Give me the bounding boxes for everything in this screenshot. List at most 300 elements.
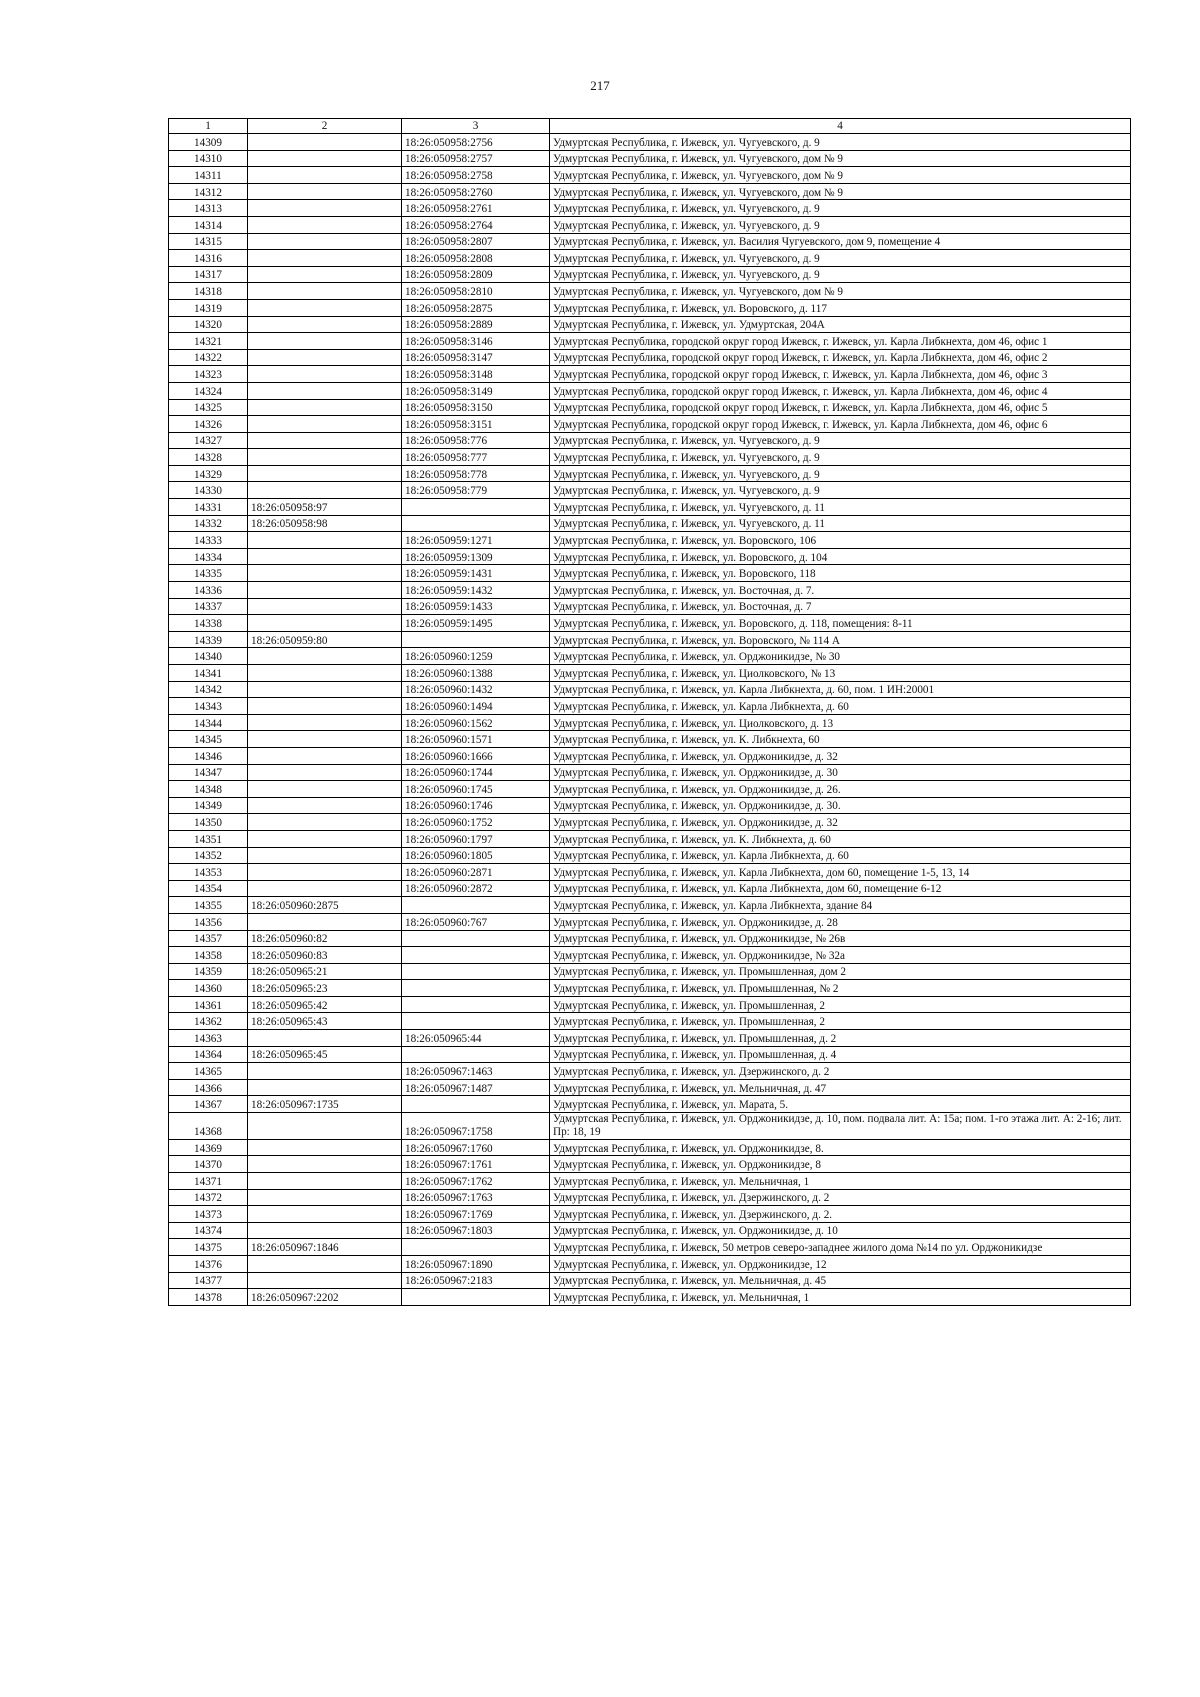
cadastral-number-cell — [248, 1172, 402, 1189]
cadastral-number-cell: 18:26:050965:42 — [248, 996, 402, 1013]
table-row — [169, 250, 1131, 267]
cadastral-number-alt-cell: 18:26:050958:3151 — [402, 416, 550, 433]
cadastral-number-cell — [248, 134, 402, 151]
row-number-cell: 14342 — [169, 681, 248, 698]
table-row — [169, 216, 1131, 233]
address-cell: Удмуртская Республика, г. Ижевск, ул. Чугуевского, д. 9 — [550, 250, 1131, 267]
cadastral-number-cell: 18:26:050958:97 — [248, 499, 402, 516]
address-cell: Удмуртская Республика, г. Ижевск, ул. Удмуртская, 204А — [550, 316, 1131, 333]
address-cell: Удмуртская Республика, г. Ижевск, ул. Промышленная, 2 — [550, 1013, 1131, 1030]
row-number-cell: 14375 — [169, 1239, 248, 1256]
cadastral-number-alt-cell: 18:26:050958:3148 — [402, 366, 550, 383]
table-row — [169, 1239, 1131, 1256]
table-row — [169, 565, 1131, 582]
cadastral-number-alt-cell: 18:26:050958:2756 — [402, 134, 550, 151]
table-row — [169, 432, 1131, 449]
cadastral-number-cell — [248, 731, 402, 748]
address-cell: Удмуртская Республика, г. Ижевск, ул. Чугуевского, д. 9 — [550, 200, 1131, 217]
cadastral-number-alt-cell: 18:26:050959:1309 — [402, 548, 550, 565]
row-number-cell: 14362 — [169, 1013, 248, 1030]
cadastral-number-cell — [248, 648, 402, 665]
address-cell: Удмуртская Республика, г. Ижевск, ул. Чугуевского, дом № 9 — [550, 150, 1131, 167]
table-row — [169, 880, 1131, 897]
cadastral-number-cell: 18:26:050965:45 — [248, 1046, 402, 1063]
address-cell: Удмуртская Республика, г. Ижевск, 50 метров северо-западнее жилого дома №14 по ул. Орджоникидзе — [550, 1239, 1131, 1256]
table-row — [169, 183, 1131, 200]
cadastral-number-cell — [248, 1063, 402, 1080]
page-number: 217 — [590, 78, 610, 93]
cadastral-number-cell — [248, 316, 402, 333]
address-cell: Удмуртская Республика, г. Ижевск, ул. Циолковского, д. 13 — [550, 714, 1131, 731]
table-row — [169, 134, 1131, 151]
table-row — [169, 167, 1131, 184]
cadastral-number-alt-cell: 18:26:050958:2810 — [402, 283, 550, 300]
row-number-cell: 14337 — [169, 598, 248, 615]
address-cell: Удмуртская Республика, городской округ город Ижевск, г. Ижевск, ул. Карла Либкнехта, дом 46, офис 4 — [550, 382, 1131, 399]
table-row — [169, 1156, 1131, 1173]
table-row — [169, 266, 1131, 283]
cadastral-number-cell — [248, 681, 402, 698]
table-row — [169, 316, 1131, 333]
address-cell: Удмуртская Республика, г. Ижевск, ул. Орджоникидзе, 8. — [550, 1139, 1131, 1156]
cadastral-number-alt-cell: 18:26:050958:2764 — [402, 216, 550, 233]
table-row — [169, 333, 1131, 350]
row-number-cell: 14368 — [169, 1113, 248, 1140]
cadastral-number-alt-cell: 18:26:050960:1805 — [402, 847, 550, 864]
address-cell: Удмуртская Республика, городской округ город Ижевск, г. Ижевск, ул. Карла Либкнехта, дом 46, офис 6 — [550, 416, 1131, 433]
cadastral-number-alt-cell — [402, 897, 550, 914]
cadastral-number-cell — [248, 864, 402, 881]
cadastral-number-cell: 18:26:050958:98 — [248, 515, 402, 532]
row-number-cell: 14316 — [169, 250, 248, 267]
cadastral-number-alt-cell: 18:26:050967:1487 — [402, 1079, 550, 1096]
cadastral-number-cell: 18:26:050967:1846 — [248, 1239, 402, 1256]
row-number-cell: 14322 — [169, 349, 248, 366]
row-number-cell: 14350 — [169, 814, 248, 831]
header-cell-4: 4 — [550, 119, 1131, 134]
cadastral-number-alt-cell: 18:26:050960:2871 — [402, 864, 550, 881]
table-row — [169, 631, 1131, 648]
row-number-cell: 14341 — [169, 665, 248, 682]
row-number-cell: 14363 — [169, 1030, 248, 1047]
cadastral-number-cell — [248, 764, 402, 781]
row-number-cell: 14320 — [169, 316, 248, 333]
cadastral-number-alt-cell: 18:26:050958:3150 — [402, 399, 550, 416]
row-number-cell: 14321 — [169, 333, 248, 350]
address-cell: Удмуртская Республика, г. Ижевск, ул. Карла Либкнехта, д. 60, пом. 1 ИН:20001 — [550, 681, 1131, 698]
address-cell: Удмуртская Республика, г. Ижевск, ул. Чугуевского, дом № 9 — [550, 183, 1131, 200]
address-cell: Удмуртская Республика, г. Ижевск, ул. Орджоникидзе, д. 10 — [550, 1222, 1131, 1239]
address-cell: Удмуртская Республика, г. Ижевск, ул. Мельничная, д. 47 — [550, 1079, 1131, 1096]
address-cell: Удмуртская Республика, городской округ город Ижевск, г. Ижевск, ул. Карла Либкнехта, дом 46, офис 2 — [550, 349, 1131, 366]
cadastral-number-cell — [248, 814, 402, 831]
cadastral-number-alt-cell: 18:26:050958:2807 — [402, 233, 550, 250]
table-row — [169, 1046, 1131, 1063]
table-row — [169, 1255, 1131, 1272]
row-number-cell: 14361 — [169, 996, 248, 1013]
row-number-cell: 14355 — [169, 897, 248, 914]
table-row — [169, 150, 1131, 167]
table-row — [169, 548, 1131, 565]
table-row — [169, 482, 1131, 499]
table-row — [169, 864, 1131, 881]
cadastral-number-cell — [248, 416, 402, 433]
table-row — [169, 731, 1131, 748]
row-number-cell: 14343 — [169, 698, 248, 715]
cadastral-number-alt-cell — [402, 980, 550, 997]
table-row — [169, 947, 1131, 964]
row-number-cell: 14352 — [169, 847, 248, 864]
row-number-cell: 14339 — [169, 631, 248, 648]
address-cell: Удмуртская Республика, г. Ижевск, ул. Чугуевского, дом № 9 — [550, 167, 1131, 184]
address-cell: Удмуртская Республика, г. Ижевск, ул. Промышленная, д. 2 — [550, 1030, 1131, 1047]
address-cell: Удмуртская Республика, г. Ижевск, ул. Орджоникидзе, д. 32 — [550, 747, 1131, 764]
address-cell: Удмуртская Республика, городской округ город Ижевск, г. Ижевск, ул. Карла Либкнехта, дом 46, офис 3 — [550, 366, 1131, 383]
cadastral-number-cell — [248, 615, 402, 632]
row-number-cell: 14313 — [169, 200, 248, 217]
cadastral-number-alt-cell: 18:26:050959:1431 — [402, 565, 550, 582]
row-number-cell: 14360 — [169, 980, 248, 997]
table-row — [169, 1139, 1131, 1156]
cadastral-number-alt-cell — [402, 996, 550, 1013]
row-number-cell: 14336 — [169, 582, 248, 599]
header-cell-2: 2 — [248, 119, 402, 134]
row-number-cell: 14312 — [169, 183, 248, 200]
cadastral-number-cell — [248, 382, 402, 399]
row-number-cell: 14318 — [169, 283, 248, 300]
cadastral-number-cell: 18:26:050959:80 — [248, 631, 402, 648]
table-row — [169, 996, 1131, 1013]
address-cell: Удмуртская Республика, г. Ижевск, ул. Орджоникидзе, д. 30. — [550, 797, 1131, 814]
address-cell: Удмуртская Республика, г. Ижевск, ул. Чугуевского, д. 11 — [550, 499, 1131, 516]
table-row — [169, 648, 1131, 665]
cadastral-number-cell — [248, 665, 402, 682]
cadastral-number-alt-cell: 18:26:050967:1890 — [402, 1255, 550, 1272]
cadastral-number-alt-cell: 18:26:050960:767 — [402, 913, 550, 930]
cadastral-number-alt-cell: 18:26:050958:2760 — [402, 183, 550, 200]
cadastral-number-cell — [248, 830, 402, 847]
table-row — [169, 830, 1131, 847]
address-cell: Удмуртская Республика, г. Ижевск, ул. Орджоникидзе, 12 — [550, 1255, 1131, 1272]
cadastral-number-alt-cell: 18:26:050959:1433 — [402, 598, 550, 615]
cadastral-number-alt-cell: 18:26:050960:1744 — [402, 764, 550, 781]
row-number-cell: 14335 — [169, 565, 248, 582]
address-cell: Удмуртская Республика, г. Ижевск, ул. Воровского, 106 — [550, 532, 1131, 549]
cadastral-number-cell — [248, 1113, 402, 1140]
table-row — [169, 781, 1131, 798]
row-number-cell: 14327 — [169, 432, 248, 449]
row-number-cell: 14364 — [169, 1046, 248, 1063]
address-cell: Удмуртская Республика, г. Ижевск, ул. Чугуевского, д. 9 — [550, 134, 1131, 151]
address-cell: Удмуртская Республика, г. Ижевск, ул. К. Либкнехта, 60 — [550, 731, 1131, 748]
cadastral-number-alt-cell: 18:26:050960:1571 — [402, 731, 550, 748]
cadastral-number-alt-cell: 18:26:050959:1432 — [402, 582, 550, 599]
cadastral-number-cell — [248, 1030, 402, 1047]
row-number-cell: 14377 — [169, 1272, 248, 1289]
cadastral-number-alt-cell: 18:26:050959:1495 — [402, 615, 550, 632]
row-number-cell: 14376 — [169, 1255, 248, 1272]
cadastral-number-alt-cell — [402, 1096, 550, 1113]
cadastral-number-alt-cell — [402, 499, 550, 516]
header-cell-3: 3 — [402, 119, 550, 134]
row-number-cell: 14346 — [169, 747, 248, 764]
cadastral-number-alt-cell: 18:26:050960:1432 — [402, 681, 550, 698]
address-cell: Удмуртская Республика, г. Ижевск, ул. Промышленная, № 2 — [550, 980, 1131, 997]
row-number-cell: 14373 — [169, 1206, 248, 1223]
address-cell: Удмуртская Республика, г. Ижевск, ул. Дзержинского, д. 2 — [550, 1063, 1131, 1080]
cadastral-number-alt-cell: 18:26:050958:2761 — [402, 200, 550, 217]
table-row — [169, 382, 1131, 399]
cadastral-number-cell — [248, 283, 402, 300]
cadastral-number-alt-cell: 18:26:050960:1259 — [402, 648, 550, 665]
address-cell: Удмуртская Республика, г. Ижевск, ул. Василия Чугуевского, дом 9, помещение 4 — [550, 233, 1131, 250]
cadastral-number-alt-cell: 18:26:050958:2809 — [402, 266, 550, 283]
address-cell: Удмуртская Республика, г. Ижевск, ул. Орджоникидзе, д. 26. — [550, 781, 1131, 798]
address-cell: Удмуртская Республика, г. Ижевск, ул. Циолковского, № 13 — [550, 665, 1131, 682]
address-cell: Удмуртская Республика, г. Ижевск, ул. Чугуевского, д. 9 — [550, 449, 1131, 466]
cadastral-number-alt-cell: 18:26:050967:1761 — [402, 1156, 550, 1173]
row-number-cell: 14371 — [169, 1172, 248, 1189]
address-cell: Удмуртская Республика, г. Ижевск, ул. Карла Либкнехта, д. 60 — [550, 698, 1131, 715]
address-cell: Удмуртская Республика, г. Ижевск, ул. Орджоникидзе, д. 28 — [550, 913, 1131, 930]
address-cell: Удмуртская Республика, городской округ город Ижевск, г. Ижевск, ул. Карла Либкнехта, дом 46, офис 5 — [550, 399, 1131, 416]
table-row — [169, 681, 1131, 698]
cadastral-number-cell — [248, 150, 402, 167]
cadastral-number-cell — [248, 548, 402, 565]
row-number-cell: 14365 — [169, 1063, 248, 1080]
address-cell: Удмуртская Республика, г. Ижевск, ул. Дзержинского, д. 2. — [550, 1206, 1131, 1223]
cadastral-number-cell: 18:26:050967:2202 — [248, 1289, 402, 1306]
address-cell: Удмуртская Республика, г. Ижевск, ул. Чугуевского, дом № 9 — [550, 283, 1131, 300]
cadastral-number-alt-cell — [402, 631, 550, 648]
table-header — [169, 119, 1131, 134]
cadastral-number-alt-cell: 18:26:050958:779 — [402, 482, 550, 499]
cadastral-number-alt-cell: 18:26:050959:1271 — [402, 532, 550, 549]
row-number-cell: 14369 — [169, 1139, 248, 1156]
address-cell: Удмуртская Республика, г. Ижевск, ул. Орджоникидзе, д. 32 — [550, 814, 1131, 831]
address-cell: Удмуртская Республика, г. Ижевск, ул. Воровского, д. 104 — [550, 548, 1131, 565]
table-row — [169, 665, 1131, 682]
row-number-cell: 14338 — [169, 615, 248, 632]
table-row — [169, 1096, 1131, 1113]
cadastral-number-cell: 18:26:050965:43 — [248, 1013, 402, 1030]
address-cell: Удмуртская Республика, г. Ижевск, ул. Промышленная, 2 — [550, 996, 1131, 1013]
row-number-cell: 14358 — [169, 947, 248, 964]
table-row — [169, 299, 1131, 316]
cadastral-number-alt-cell: 18:26:050960:1746 — [402, 797, 550, 814]
cadastral-number-cell — [248, 233, 402, 250]
row-number-cell: 14329 — [169, 465, 248, 482]
cadastral-number-alt-cell: 18:26:050965:44 — [402, 1030, 550, 1047]
table-row — [169, 200, 1131, 217]
cadastral-number-alt-cell — [402, 1289, 550, 1306]
row-number-cell: 14351 — [169, 830, 248, 847]
cadastral-number-cell — [248, 714, 402, 731]
table-row — [169, 1079, 1131, 1096]
table-row — [169, 698, 1131, 715]
row-number-cell: 14326 — [169, 416, 248, 433]
table-row — [169, 449, 1131, 466]
cadastral-number-cell — [248, 1206, 402, 1223]
address-cell: Удмуртская Республика, г. Ижевск, ул. Карла Либкнехта, дом 60, помещение 1-5, 13, 14 — [550, 864, 1131, 881]
address-cell: Удмуртская Республика, г. Ижевск, ул. Орджоникидзе, д. 30 — [550, 764, 1131, 781]
row-number-cell: 14333 — [169, 532, 248, 549]
table-row — [169, 1063, 1131, 1080]
cadastral-number-alt-cell — [402, 930, 550, 947]
row-number-cell: 14315 — [169, 233, 248, 250]
cadastral-number-cell: 18:26:050965:23 — [248, 980, 402, 997]
cadastral-number-alt-cell — [402, 1046, 550, 1063]
cadastral-number-alt-cell: 18:26:050958:3149 — [402, 382, 550, 399]
table-row — [169, 847, 1131, 864]
table-row — [169, 1030, 1131, 1047]
row-number-cell: 14334 — [169, 548, 248, 565]
address-cell: Удмуртская Республика, г. Ижевск, ул. Мельничная, 1 — [550, 1289, 1131, 1306]
table-row — [169, 615, 1131, 632]
cadastral-number-alt-cell: 18:26:050960:1797 — [402, 830, 550, 847]
table-row — [169, 598, 1131, 615]
cadastral-number-cell — [248, 200, 402, 217]
row-number-cell: 14348 — [169, 781, 248, 798]
cadastral-number-alt-cell: 18:26:050958:3146 — [402, 333, 550, 350]
address-cell: Удмуртская Республика, г. Ижевск, ул. Орджоникидзе, № 26в — [550, 930, 1131, 947]
address-cell: Удмуртская Республика, г. Ижевск, ул. Чугуевского, д. 9 — [550, 465, 1131, 482]
table-row — [169, 897, 1131, 914]
cadastral-number-cell — [248, 598, 402, 615]
table-row — [169, 349, 1131, 366]
address-cell: Удмуртская Республика, г. Ижевск, ул. Восточная, д. 7 — [550, 598, 1131, 615]
cadastral-number-alt-cell: 18:26:050960:1388 — [402, 665, 550, 682]
table-row — [169, 1013, 1131, 1030]
cadastral-number-alt-cell: 18:26:050960:2872 — [402, 880, 550, 897]
row-number-cell: 14340 — [169, 648, 248, 665]
cadastral-number-alt-cell: 18:26:050967:1762 — [402, 1172, 550, 1189]
cadastral-number-alt-cell: 18:26:050960:1666 — [402, 747, 550, 764]
cadastral-number-alt-cell — [402, 947, 550, 964]
row-number-cell: 14372 — [169, 1189, 248, 1206]
cadastral-number-alt-cell: 18:26:050967:1760 — [402, 1139, 550, 1156]
table-row — [169, 465, 1131, 482]
cadastral-number-cell — [248, 1222, 402, 1239]
cadastral-number-cell — [248, 747, 402, 764]
cadastral-number-cell: 18:26:050960:82 — [248, 930, 402, 947]
cadastral-number-cell — [248, 266, 402, 283]
row-number-cell: 14328 — [169, 449, 248, 466]
address-cell: Удмуртская Республика, г. Ижевск, ул. Карла Либкнехта, здание 84 — [550, 897, 1131, 914]
row-number-cell: 14349 — [169, 797, 248, 814]
cadastral-number-cell — [248, 880, 402, 897]
row-number-cell: 14356 — [169, 913, 248, 930]
cadastral-number-cell — [248, 532, 402, 549]
registry-table — [168, 118, 1131, 1306]
cadastral-number-cell: 18:26:050965:21 — [248, 963, 402, 980]
cadastral-number-cell: 18:26:050960:2875 — [248, 897, 402, 914]
cadastral-number-alt-cell: 18:26:050958:776 — [402, 432, 550, 449]
table-row — [169, 764, 1131, 781]
cadastral-number-alt-cell: 18:26:050967:1769 — [402, 1206, 550, 1223]
address-cell: Удмуртская Республика, г. Ижевск, ул. Чугуевского, д. 9 — [550, 216, 1131, 233]
cadastral-number-cell — [248, 781, 402, 798]
row-number-cell: 14366 — [169, 1079, 248, 1096]
cadastral-number-alt-cell: 18:26:050958:2808 — [402, 250, 550, 267]
table-row — [169, 515, 1131, 532]
cadastral-number-cell — [248, 482, 402, 499]
table-row — [169, 980, 1131, 997]
row-number-cell: 14310 — [169, 150, 248, 167]
cadastral-number-cell — [248, 698, 402, 715]
table-row — [169, 283, 1131, 300]
table-row — [169, 416, 1131, 433]
cadastral-number-alt-cell: 18:26:050967:1758 — [402, 1113, 550, 1140]
table-row — [169, 582, 1131, 599]
row-number-cell: 14319 — [169, 299, 248, 316]
cadastral-number-cell — [248, 399, 402, 416]
row-number-cell: 14317 — [169, 266, 248, 283]
address-cell: Удмуртская Республика, г. Ижевск, ул. Мельничная, 1 — [550, 1172, 1131, 1189]
cadastral-number-cell — [248, 797, 402, 814]
cadastral-number-alt-cell: 18:26:050958:777 — [402, 449, 550, 466]
address-cell: Удмуртская Республика, г. Ижевск, ул. Воровского, № 114 А — [550, 631, 1131, 648]
row-number-cell: 14353 — [169, 864, 248, 881]
address-cell: Удмуртская Республика, г. Ижевск, ул. Чугуевского, д. 9 — [550, 482, 1131, 499]
address-cell: Удмуртская Республика, г. Ижевск, ул. Мельничная, д. 45 — [550, 1272, 1131, 1289]
address-cell: Удмуртская Республика, г. Ижевск, ул. Дзержинского, д. 2 — [550, 1189, 1131, 1206]
header-row — [169, 119, 1131, 134]
address-cell: Удмуртская Республика, г. Ижевск, ул. Чугуевского, д. 9 — [550, 266, 1131, 283]
cadastral-number-alt-cell: 18:26:050958:3147 — [402, 349, 550, 366]
table-row — [169, 963, 1131, 980]
row-number-cell: 14374 — [169, 1222, 248, 1239]
row-number-cell: 14345 — [169, 731, 248, 748]
table-row — [169, 814, 1131, 831]
cadastral-number-cell — [248, 913, 402, 930]
table-row — [169, 499, 1131, 516]
row-number-cell: 14359 — [169, 963, 248, 980]
cadastral-number-cell — [248, 1079, 402, 1096]
cadastral-number-alt-cell — [402, 963, 550, 980]
cadastral-number-cell — [248, 449, 402, 466]
row-number-cell: 14331 — [169, 499, 248, 516]
row-number-cell: 14324 — [169, 382, 248, 399]
cadastral-number-alt-cell: 18:26:050958:2875 — [402, 299, 550, 316]
cadastral-number-cell — [248, 582, 402, 599]
table-row — [169, 913, 1131, 930]
cadastral-number-alt-cell: 18:26:050967:2183 — [402, 1272, 550, 1289]
cadastral-number-alt-cell: 18:26:050958:2758 — [402, 167, 550, 184]
address-cell: Удмуртская Республика, г. Ижевск, ул. Карла Либкнехта, дом 60, помещение 6-12 — [550, 880, 1131, 897]
cadastral-number-cell — [248, 366, 402, 383]
table-row — [169, 797, 1131, 814]
cadastral-number-cell — [248, 847, 402, 864]
row-number-cell: 14314 — [169, 216, 248, 233]
table-row — [169, 1272, 1131, 1289]
cadastral-number-cell — [248, 349, 402, 366]
row-number-cell: 14323 — [169, 366, 248, 383]
cadastral-number-cell — [248, 333, 402, 350]
cadastral-number-cell — [248, 250, 402, 267]
table-row — [169, 930, 1131, 947]
table-row — [169, 233, 1131, 250]
cadastral-number-cell — [248, 167, 402, 184]
cadastral-number-alt-cell: 18:26:050960:1752 — [402, 814, 550, 831]
row-number-cell: 14378 — [169, 1289, 248, 1306]
row-number-cell: 14325 — [169, 399, 248, 416]
cadastral-number-alt-cell: 18:26:050958:2889 — [402, 316, 550, 333]
address-cell: Удмуртская Республика, городской округ город Ижевск, г. Ижевск, ул. Карла Либкнехта, дом 46, офис 1 — [550, 333, 1131, 350]
cadastral-number-cell — [248, 432, 402, 449]
table-row — [169, 399, 1131, 416]
address-cell: Удмуртская Республика, г. Ижевск, ул. Воровского, д. 117 — [550, 299, 1131, 316]
